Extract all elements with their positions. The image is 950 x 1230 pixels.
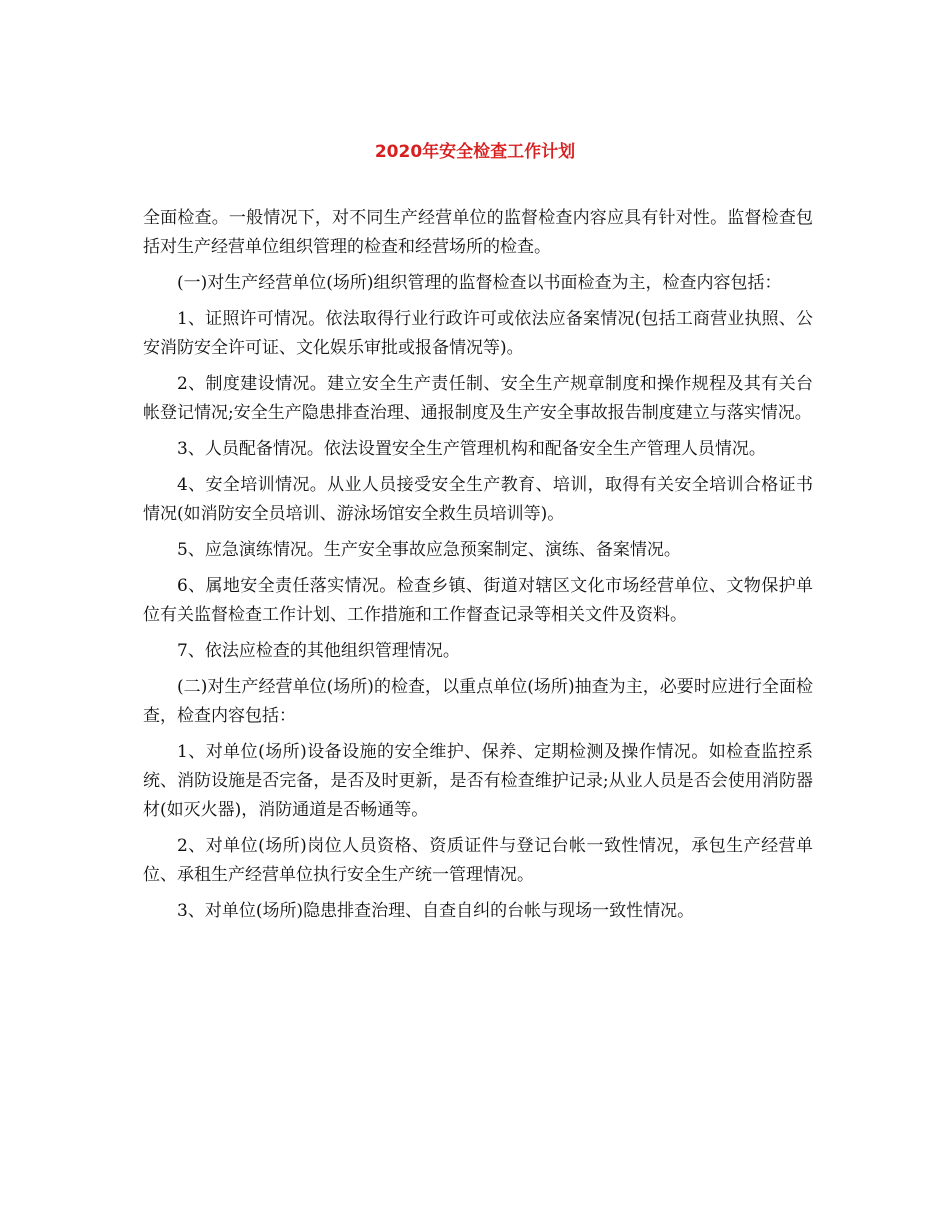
paragraph-13: 3、对单位(场所)隐患排查治理、自查自纠的台帐与现场一致性情况。 [177,901,695,921]
paragraph-6: 4、安全培训情况。从业人员接受安全生产教育、培训，取得有关安全培训合格证书情况(如消防安全员培训、游泳场馆安全救生员培训等)。 [143,475,813,524]
document-body [143,204,813,933]
paragraph-7: 5、应急演练情况。生产安全事故应急预案制定、演练、备案情况。 [177,540,681,560]
paragraph-8: 6、属地安全责任落实情况。检查乡镇、街道对辖区文化市场经营单位、文物保护单位有关监督检查工作计划、工作措施和工作督查记录等相关文件及资料。 [143,576,813,625]
paragraph-3: 1、证照许可情况。依法取得行业行政许可或依法应备案情况(包括工商营业执照、公安消防安全许可证、文化娱乐审批或报备情况等)。 [143,309,813,358]
paragraph-12: 2、对单位(场所)岗位人员资格、资质证件与登记台帐一致性情况，承包生产经营单位、承租生产经营单位执行安全生产统一管理情况。 [143,836,813,885]
paragraph-9: 7、依法应检查的其他组织管理情况。 [177,641,460,661]
paragraph-4: 2、制度建设情况。建立安全生产责任制、安全生产规章制度和操作规程及其有关台帐登记情况;安全生产隐患排查治理、通报制度及生产安全事故报告制度建立与落实情况。 [143,374,813,423]
paragraph-11: 1、对单位(场所)设备设施的安全维护、保养、定期检测及操作情况。如检查监控系统、消防设施是否完备，是否及时更新，是否有检查维护记录;从业人员是否会使用消防器材(如灭火器)，消防通道是否畅通等。 [143,742,813,820]
paragraph-10: (二)对生产经营单位(场所)的检查，以重点单位(场所)抽查为主，必要时应进行全面检查，检查内容包括： [143,677,813,726]
document-title: 2020年安全检查工作计划 [374,142,576,162]
paragraph-1: 全面检查。一般情况下，对不同生产经营单位的监督检查内容应具有针对性。监督检查包括对生产经营单位组织管理的检查和经营场所的检查。 [143,208,813,257]
paragraph-5: 3、人员配备情况。依法设置安全生产管理机构和配备安全生产管理人员情况。 [177,439,766,459]
paragraph-2: (一)对生产经营单位(场所)组织管理的监督检查以书面检查为主，检查内容包括： [177,273,782,293]
